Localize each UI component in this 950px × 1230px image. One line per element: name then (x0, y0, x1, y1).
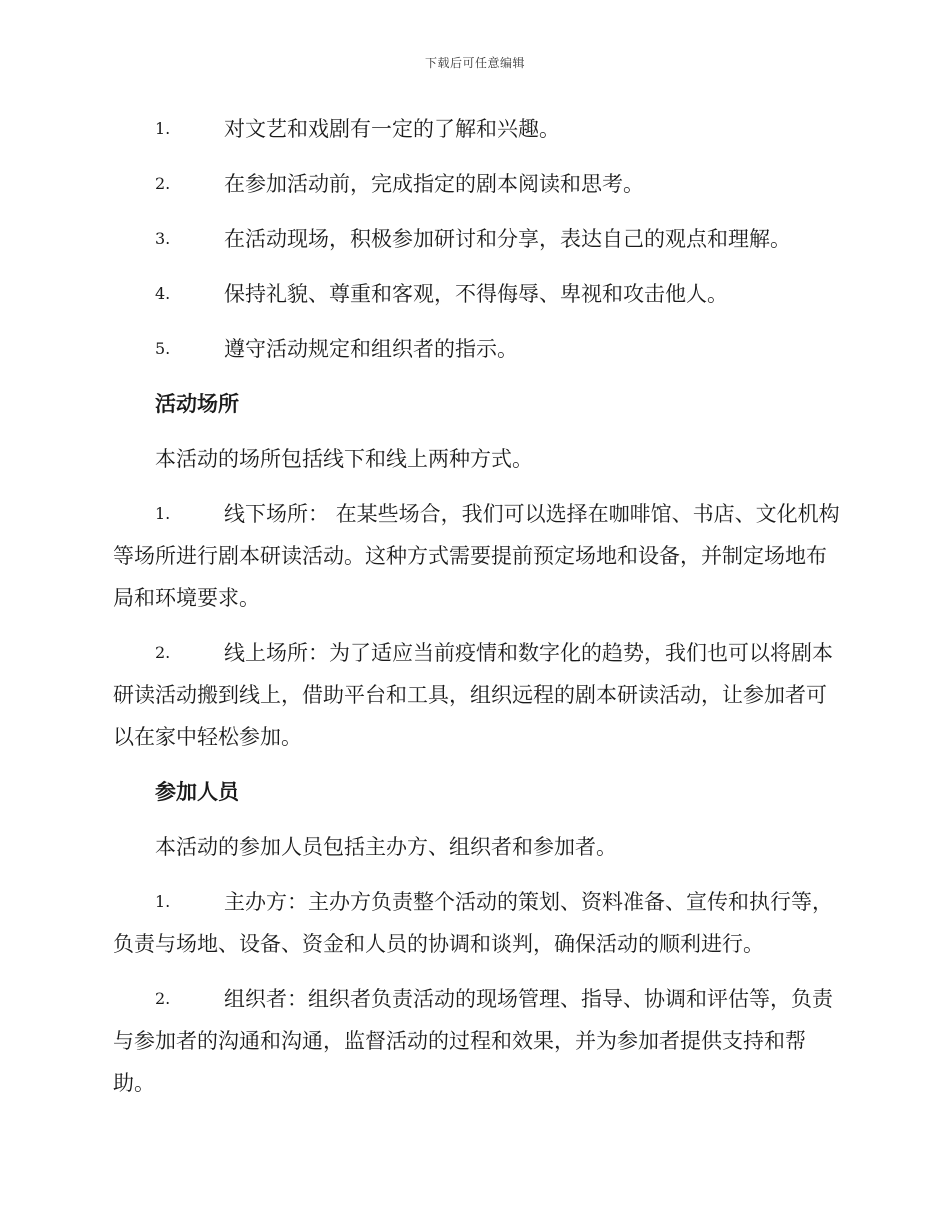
requirement-item (113, 328, 840, 370)
list-text: 在活动现场，积极参加研讨和分享，表达自己的观点和理解。 (224, 227, 791, 251)
list-text: 保持礼貌、尊重和客观，不得侮辱、卑视和攻击他人。 (224, 282, 728, 306)
list-text: 主办方：主办方负责整个活动的策划、资料准备、宣传和执行等，负责与场地、设备、资金和人员的协调和谈判，确保活动的顺利进行。 (113, 890, 833, 956)
list-number: 3. (155, 229, 171, 248)
requirement-item (113, 218, 840, 260)
list-text: 组织者：组织者负责活动的现场管理、指导、协调和评估等，负责与参加者的沟通和沟通，监督活动的过程和效果，并为参加者提供支持和帮助。 (113, 987, 833, 1095)
participant-item (113, 881, 840, 965)
list-text: 在参加活动前，完成指定的剧本阅读和思考。 (224, 172, 644, 196)
list-number: 2. (155, 643, 171, 662)
list-number: 1. (155, 504, 171, 523)
venue-item (113, 632, 840, 758)
list-text: 对文艺和戏剧有一定的了解和兴趣。 (224, 117, 560, 141)
list-number: 2. (155, 989, 171, 1008)
venue-item (113, 493, 840, 619)
list-number: 1. (155, 119, 171, 138)
list-text: 线上场所：为了适应当前疫情和数字化的趋势，我们也可以将剧本研读活动搬到线上，借助平台和工具，组织远程的剧本研读活动，让参加者可以在家中轻松参加。 (113, 641, 833, 749)
list-text: 线下场所： 在某些场合，我们可以选择在咖啡馆、书店、文化机构等场所进行剧本研读活动。这种方式需要提前预定场地和设备，并制定场地布局和环境要求。 (113, 502, 840, 610)
list-number: 1. (155, 892, 171, 911)
section-heading-venue: 活动场所 (155, 391, 239, 416)
participants-intro: 本活动的参加人员包括主办方、组织者和参加者。 (155, 835, 617, 859)
venue-intro: 本活动的场所包括线下和线上两种方式。 (155, 447, 533, 471)
list-text: 遵守活动规定和组织者的指示。 (224, 337, 518, 361)
participant-item (113, 978, 840, 1104)
section-heading-participants: 参加人员 (155, 779, 239, 804)
requirement-item (113, 273, 840, 315)
requirement-item (113, 163, 840, 205)
list-number: 5. (155, 339, 171, 358)
page-header: 下载后可任意编辑 (424, 56, 525, 70)
list-number: 4. (155, 284, 171, 303)
list-number: 2. (155, 174, 171, 193)
requirement-item (113, 108, 840, 150)
document-body (113, 108, 840, 1117)
